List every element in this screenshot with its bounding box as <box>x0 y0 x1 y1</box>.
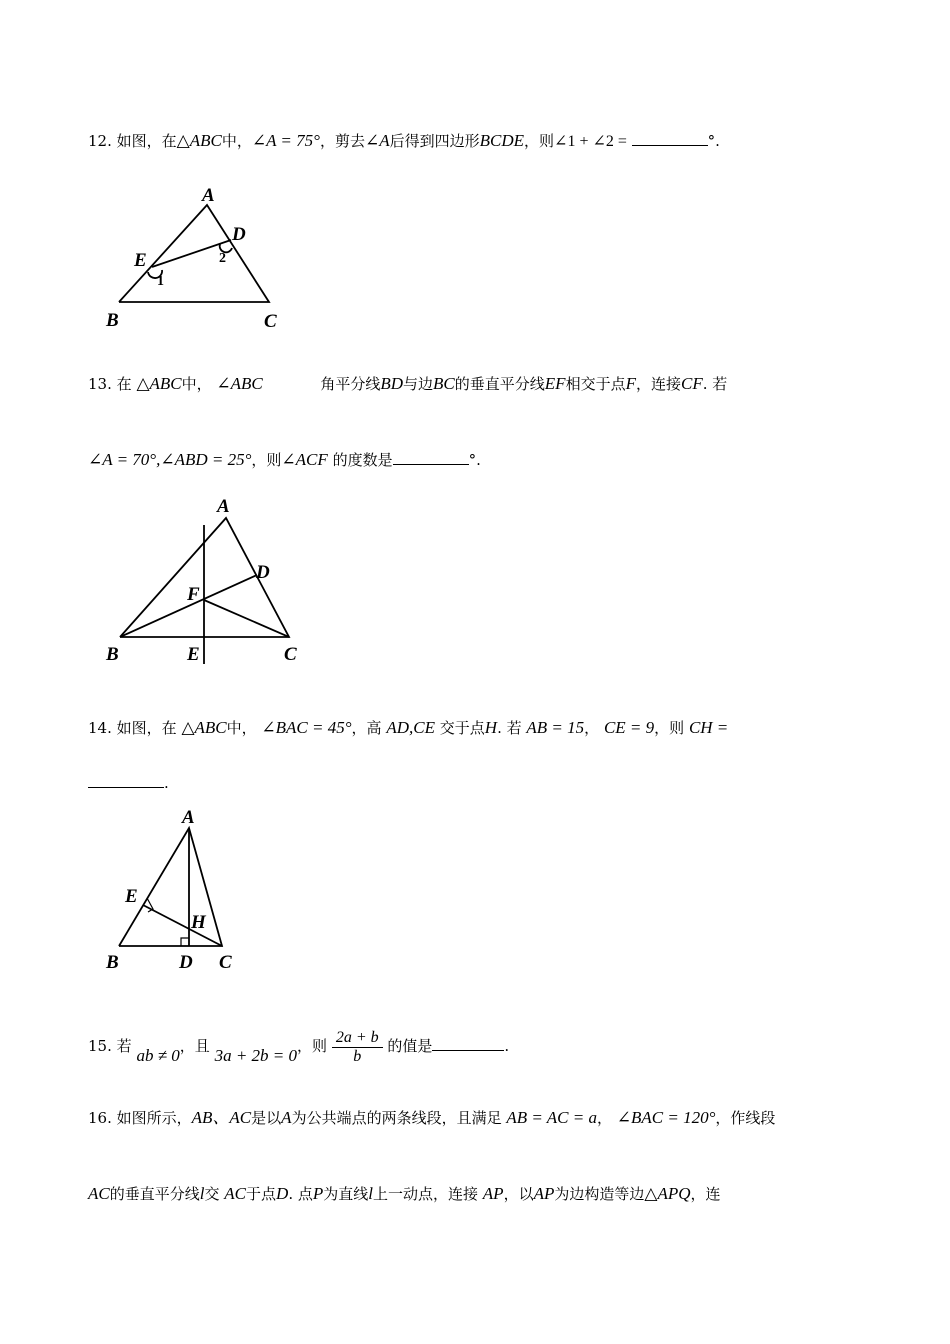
q13-angle: ∠ABC <box>216 374 263 393</box>
q14-triangle: △ABC <box>181 718 227 737</box>
q13-text: . 若 <box>702 375 728 393</box>
q12-angle: ∠A = 75° <box>251 131 320 150</box>
q16-text: 为边构造等边 <box>554 1185 645 1203</box>
q16-text: 为直线 <box>323 1185 369 1203</box>
q14-ab: AB = 15 <box>526 718 585 737</box>
q13-label-e: E <box>187 644 200 665</box>
q13-triangle: △ABC <box>136 374 182 393</box>
q16-line-1 <box>88 1108 775 1128</box>
q16-text: 于点 <box>246 1185 277 1203</box>
q13-acf: ∠ACF <box>281 450 328 469</box>
q12-label-1: 1 <box>157 274 164 289</box>
q13-number: 13. <box>88 375 112 393</box>
q16-text: . 点 <box>288 1185 313 1203</box>
q14-text: ， <box>584 719 600 737</box>
q14-label-h: H <box>191 912 206 933</box>
q14-text: 如图，在 <box>116 719 177 737</box>
q13-line-2 <box>88 450 481 470</box>
q13-text: 中， <box>181 375 212 393</box>
q13-segment-cf <box>204 600 289 637</box>
q16-ap: AP <box>533 1184 555 1203</box>
q12-text: ，剪去 <box>319 132 365 150</box>
q16-point-p: P <box>312 1184 324 1203</box>
q14-line-2 <box>88 773 169 793</box>
q16-line-2 <box>88 1184 721 1204</box>
q14-label-a: A <box>182 807 195 828</box>
q15-text: ，且 <box>179 1037 210 1055</box>
q14-label-e: E <box>125 886 138 907</box>
q16-text: ，作线段 <box>715 1109 776 1127</box>
q13-cf: CF <box>681 374 703 393</box>
q16-segments: AB、AC <box>191 1108 252 1127</box>
q16-point-a: A <box>281 1108 292 1127</box>
q13-f: F <box>625 374 636 393</box>
q14-right-angle-d <box>181 938 189 946</box>
q14-number: 14. <box>88 719 112 737</box>
q15-numerator: 2a + b <box>332 1029 383 1048</box>
q16-ap: AP <box>482 1184 504 1203</box>
q14-label-c: C <box>219 952 232 973</box>
q15-condition-2: 3a + 2b = 0 <box>214 1046 298 1065</box>
q16-ac: AC <box>88 1184 110 1203</box>
q14-line-1 <box>88 718 728 738</box>
q13-ef: EF <box>544 374 566 393</box>
q13-bc: BC <box>433 374 455 393</box>
q16-number: 16. <box>88 1109 112 1127</box>
q14-text: ，则 <box>654 719 685 737</box>
q16-text: 是以 <box>251 1109 282 1127</box>
q12-text: 后得到四边形 <box>389 132 480 150</box>
q14-height-ce <box>143 905 222 946</box>
q13-bd: BD <box>380 374 404 393</box>
q14-text: 中， <box>226 719 257 737</box>
q13-label-d: D <box>256 562 270 583</box>
q16-text: ， <box>597 1109 613 1127</box>
q12-angle-a: ∠A <box>364 131 390 150</box>
q16-triangle-apq: △APQ <box>644 1184 691 1203</box>
q14-text: . 若 <box>497 719 522 737</box>
q14-h: H <box>484 718 498 737</box>
q15-text: 的值是 <box>387 1037 433 1055</box>
q14-label-b: B <box>106 952 119 973</box>
q15-tail: . <box>504 1037 510 1055</box>
q14-right-angle-e <box>147 898 153 912</box>
q12-label-c: C <box>264 311 277 332</box>
q12-expression: ∠1 + ∠2 = <box>554 133 627 150</box>
q14-tail: . <box>164 774 169 792</box>
q16-line-l: l <box>199 1184 205 1203</box>
q15-line <box>88 1026 509 1066</box>
q15-answer-blank[interactable] <box>432 1036 504 1051</box>
q12-quad: BCDE <box>479 131 525 150</box>
q13-text: 与边 <box>403 375 434 393</box>
q12-label-2: 2 <box>219 251 226 266</box>
q16-ac: AC <box>224 1184 247 1203</box>
q13-text: 角平分线 <box>320 375 381 393</box>
q16-line-l: l <box>368 1184 373 1203</box>
q15-text: 若 <box>116 1037 132 1055</box>
q15-condition-1: ab ≠ 0 <box>136 1046 180 1065</box>
q16-text: 为公共端点的两条线段，且满足 <box>291 1109 502 1127</box>
q16-equation: AB = AC = a <box>506 1108 597 1127</box>
q12-label-d: D <box>232 224 246 245</box>
q14-text: ，高 <box>351 719 382 737</box>
q13-label-b: B <box>106 644 119 665</box>
q16-text: 交 <box>204 1185 220 1203</box>
q14-heights: AD,CE <box>386 718 435 737</box>
q14-angle: ∠BAC = 45° <box>261 718 352 737</box>
q16-text: ，以 <box>503 1185 534 1203</box>
q14-text: 交于点 <box>439 719 485 737</box>
q12-number: 12. <box>88 132 112 150</box>
q16-text: 的垂直平分线 <box>109 1185 200 1203</box>
q14-label-d: D <box>179 952 193 973</box>
q13-text: 的度数是 <box>332 451 393 469</box>
q13-text: 在 <box>116 375 132 393</box>
q15-denominator: b <box>353 1047 362 1065</box>
q16-text: 如图所示， <box>116 1109 192 1127</box>
q12-text: 如图，在 <box>116 132 177 150</box>
q13-tail: °. <box>468 451 481 469</box>
q14-answer-blank[interactable] <box>88 773 164 788</box>
q13-figure <box>120 518 289 664</box>
q15-number: 15. <box>88 1037 112 1055</box>
q16-angle: ∠BAC = 120° <box>616 1108 716 1127</box>
q14-ch: CH = <box>688 718 729 737</box>
q13-text: 相交于点 <box>565 375 626 393</box>
q13-text: 的垂直平分线 <box>454 375 545 393</box>
q12-label-e: E <box>134 250 147 271</box>
q14-ce: CE = 9 <box>603 718 655 737</box>
q13-label-f: F <box>187 584 200 605</box>
q13-label-a: A <box>217 496 230 517</box>
q12-text: ，则 <box>524 132 555 150</box>
q13-condition: ∠A = 70°,∠ABD = 25° <box>88 450 252 469</box>
q12-text: 中， <box>221 132 252 150</box>
q12-label-a: A <box>202 185 215 206</box>
q13-text: ，连接 <box>635 375 681 393</box>
q16-text: 上一动点，连接 <box>373 1185 479 1203</box>
q12-label-b: B <box>106 310 119 331</box>
q16-point-d: D <box>276 1184 289 1203</box>
q12-tail: °. <box>707 132 720 150</box>
q13-answer-blank[interactable] <box>393 450 469 465</box>
q13-text: ，则 <box>251 451 282 469</box>
q16-text: ，连 <box>690 1185 721 1203</box>
q12-triangle: △ABC <box>176 131 222 150</box>
q13-label-c: C <box>284 644 297 665</box>
q15-text: ，则 <box>297 1037 328 1055</box>
q13-line-1 <box>88 374 727 394</box>
q15-fraction <box>332 1029 383 1066</box>
